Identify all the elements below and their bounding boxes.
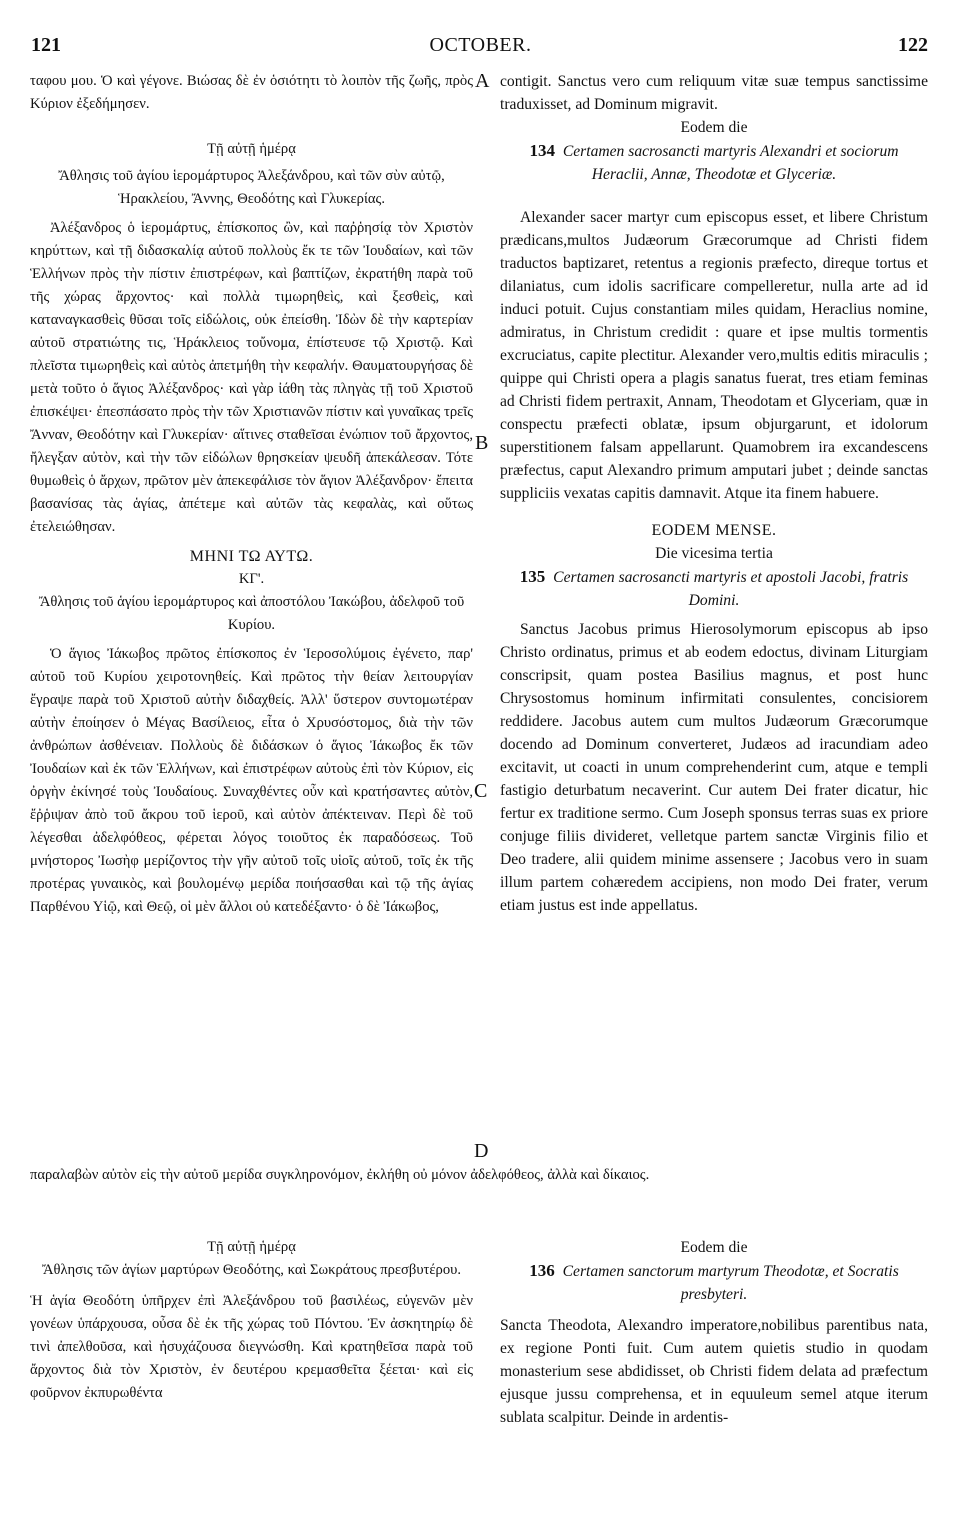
latin-lower-column — [500, 1236, 928, 1429]
entry-number-136: 136 — [529, 1261, 555, 1280]
greek-intro: ταφου μου. Ὁ καὶ γέγονε. Βιώσας δὲ ἐν ὁσιότητι τὸ λοιπὸν τῆς ζωῆς, πρὸς Κύριον ἐξεδήμησεν. — [30, 73, 473, 112]
latin-title-135-block — [500, 565, 928, 612]
latin-column — [500, 70, 928, 917]
greek-text-135-continued: παραλαβὼν αὐτὸν εἰς τὴν αὐτοῦ μερίδα συγκληρονόμον, ἐκλήθη οὐ μόνον ἀδελφόθεος, ἀλλὰ καὶ δίκαιος. — [30, 1167, 650, 1183]
greek-text-136: Ἡ ἁγία Θεοδότη ὑπῆρχεν ἐπὶ Ἀλεξάνδρου τοῦ βασιλέως, εὐγενῶν μὲν γονέων ὑπάρχουσα, οὖσα δὲ ἐκ τῆς χώρας τοῦ Πόντου. Ἐν ἀσκητηρίῳ δὲ τινὶ ἀπελθοῦσα, καὶ ἡσυχάζουσα διεγνώσθη. Καὶ κρατηθεῖσα παρὰ τοῦ ἄρχοντος διὰ τὸν Χριστὸν, ἐν δευτέρου κρεμασθεῖτα ξέεται· καὶ εἰς φοῦρνον ἐκπυρωθέντα — [30, 1293, 473, 1401]
greek-day-23: ΚΓ'. — [238, 571, 265, 587]
margin-letter-a: A — [475, 70, 490, 92]
greek-month-heading: ΜΗΝΙ ΤΩ ΑΥΤΩ. — [189, 548, 314, 565]
latin-month-heading: EODEM MENSE. — [651, 522, 777, 539]
latin-day-heading-1: Eodem die — [680, 119, 748, 136]
greek-column — [30, 70, 473, 919]
latin-title-135: Certamen sacrosancti martyris et apostoli Jacobi, fratris Domini. — [553, 569, 909, 609]
running-title: OCTOBER. — [429, 34, 532, 56]
greek-continuation — [30, 1164, 928, 1187]
latin-text-136: Sancta Theodota, Alexandro imperatore,nobilibus parentibus nata, ex regione Ponti fuit. Cum autem quietis studio in quodam monasterium sese abdidisset, ob Christi fidem delata ad præfectum ejusque jussu comprehensa, et in equuleum semel atque iterum sublata scalpitur. Deinde in ardentis- — [500, 1317, 928, 1426]
greek-day-heading-1: Τῇ αὐτῇ ἡμέρᾳ — [207, 141, 296, 157]
greek-day-heading-2: Τῇ αὐτῇ ἡμέρᾳ — [207, 1239, 296, 1255]
greek-text-135: Ὁ ἅγιος Ἰάκωβος πρῶτος ἐπίσκοπος ἐν Ἱεροσολύμοις ἐγένετο, παρ' αὐτοῦ τοῦ Κυρίου χειροτονηθείς. Καὶ πρῶτος τὴν θείαν λειτουργίαν ἔγραψε παρὰ τοῦ Χριστοῦ αὐτὴν διδαχθείς. Ἀλλ' ὕστερον συντομωτέραν αὐτὴν ἐποίησεν ὁ Μέγας Βασίλειος, εἶτα ὁ Χρυσόστομος, διὰ τὴν τῶν ἀνθρώπων ἀσθένειαν. Πολλοὺς δὲ διδάσκων ὁ ἅγιος Ἰάκωβος ἔκ τῶν Ἰουδαίων καὶ ἐκ τῶν Ἑλλήνων, καὶ ἐπιστρέφων αὐτοὺς ἐπὶ τὸν Κύριον, εἰς ὀργὴν ἐκίνησέ τοὺς Ἰουδαίους. Συναχθέντες οὖν καὶ κρατήσαντες αὐτὸν, ἔῤῥιψαν ἀπὸ τοῦ ἄκρου τοῦ ἱεροῦ, καὶ αὐτὸν ἀπέκτειναν. Περὶ δὲ τοῦ λέγεσθαι ἀδελφόθεος, φέρεται λόγος τοιοῦτος ἐκ παραδόσεως. Τοῦ μνήστορος Ἰωσὴφ μερίζοντος τὴν γῆν αὐτοῦ τοῖς υἱοῖς αὐτοῦ, τοῖς ἐκ τῆς προτέρας γυναικὸς, καὶ βουλομένῳ μερίδα ποιήσασθαι καὶ τῷ τῆς ἁγίας Παρθένου Υἱῷ, καὶ Θεῷ, οἱ μὲν ἄλλοι οὐ κατεδέξαντο· ὁ δὲ Ἰάκωβος, — [30, 646, 473, 915]
latin-title-134-block — [500, 139, 928, 186]
latin-title-136-block — [500, 1259, 928, 1306]
entry-number-135: 135 — [519, 567, 546, 586]
greek-lower-column — [30, 1236, 473, 1405]
latin-intro: contigit. Sanctus vero cum reliquum vitæ suæ tempus sanctissime traduxisset, ad Dominum migravit. — [500, 73, 928, 113]
greek-title-135: Ἄθλησις τοῦ ἁγίου ἱερομάρτυρος καὶ ἀποστόλου Ἰακώβου, ἀδελφοῦ τοῦ Κυρίου. — [38, 594, 465, 633]
margin-letter-d: D — [474, 1140, 489, 1162]
page-number-right: 122 — [898, 34, 928, 56]
page-header — [0, 34, 961, 64]
latin-day-23: Die vicesima tertia — [655, 545, 773, 562]
margin-letter-b: B — [475, 432, 489, 454]
page-number-left: 121 — [31, 34, 61, 56]
latin-text-134: Alexander sacer martyr cum episcopus esset, et libere Christum prædicans,multos Judæorum Græcorumque ad Christi fidem traductos baptizaret, retentus a regionis præfecto, direque tortus et dilaniatus, cum idolis sacrificare compelleretur, nulla arte ad id induci potuit. Cujus constantiam miles quidam, Heraclius nomine, admiratus, in Christum credidit : quare et ipse multis tormentis excruciatus, capite plectitur. Alexander vero,multis editis miraculis ; quippe qui Christi opera a plagis sanatus fuerat, tres etiam feminas ad Christi fidem pertraxit, Annam, Theodotam et Glyceriam, quæ in conspectu præfecti oblatæ, ipsum objurgarunt, et idolorum superstitionem falsam appellarunt. Quamobrem ira excandescens præfectus, caput Alexandro primum amputari jubet ; deinde sanctas suppliciis vexatas capitis damnavit. Atque ita finem habuere. — [500, 209, 928, 502]
greek-text-134: Ἀλέξανδρος ὁ ἱερομάρτυς, ἐπίσκοπος ὢν, καὶ παῤῥησίᾳ τὸν Χριστὸν κηρύττων, καὶ τῇ διδασκαλίᾳ αὐτοῦ πολλοὺς ἔκ τε τῶν Ἰουδαίων, καὶ τῶν Ἑλλήνων πρὸς τὴν πίστιν ἐπιστρέφων, καὶ βαπτίζων, ἐκρατήθη παρὰ τοῦ τῆς χώρας ἄρχοντος· καὶ πολλὰ τιμωρηθεὶς, καὶ ξεσθεὶς, καὶ καταναγκασθεὶς θῦσαι τοῖς εἰδώλοις, οὐκ ἐπείσθη. Ἰδὼν δὲ τὴν καρτερίαν αὐτοῦ στρατιώτης τις, Ἡράκλειος τοὔνομα, ἐπίστευσε τῷ Χριστῷ. Καὶ πλεῖστα τιμωρηθεὶς καὶ αὐτὸς ἀπετμήθη τὴν κεφαλήν. Θαυματουργήσας δὲ μετὰ τοῦτο ὁ ἅγιος Ἀλέξανδρος· καὶ γὰρ ἰάθη τὰς πληγὰς τῇ τοῦ Χριστοῦ ἐπισκέψει· ἐπεσπάσατο πρὸς τὴν τῶν Χριστιανῶν πίστιν καὶ γυναῖκας τρεῖς Ἄνναν, Θεοδότην καὶ Γλυκερίαν· αἵτινες σταθεῖσαι ἐνώπιον τοῦ ἄρχοντος, ἤλεγξαν αὐτὸν, καὶ τὴν τῶν εἰδώλων θρησκείαν ψευδῆ ἀπεκάλεσαν. Τότε θυμωθεὶς ὁ ἄρχων, πρῶτον μὲν ἀπεκεφάλισε τὸν ἅγιον Ἀλέξανδρον· ἔπειτα βασανίσας τὰς ἁγίας, ἀπέτεμε καὶ αὐτῶν τὰς κεφαλὰς, καὶ οὕτως ἐτελειώθησαν. — [30, 220, 473, 535]
latin-title-136: Certamen sanctorum martyrum Theodotæ, et Socratis presbyteri. — [562, 1263, 899, 1303]
entry-number-134: 134 — [529, 141, 555, 160]
latin-title-134: Certamen sacrosancti martyris Alexandri et sociorum Heraclii, Annæ, Theodotæ et Glyceriæ. — [562, 143, 899, 183]
greek-title-134: Ἄθλησις τοῦ ἁγίου ἱερομάρτυρος Ἀλεξάνδρου, καὶ τῶν σὺν αὐτῷ, Ἡρακλείου, Ἄννης, Θεοδότης καὶ Γλυκερίας. — [58, 168, 445, 207]
margin-letter-c: C — [474, 780, 488, 802]
latin-day-heading-2: Eodem die — [680, 1239, 748, 1256]
latin-text-135: Sanctus Jacobus primus Hierosolymorum episcopus ab ipso Christo ordinatus, primus et ab eodem edoctus, divinam Liturgiam conscripsit, quam postea Basilius magnus, et post hunc Chrysostomus hominum infirmitati consulentes, concisiorem reddidere. Jacobus autem cum multos Judæorum Græcorumque docendo ad Dominum converteret, Judæos ad iracundiam adeo excitavit, ut coacti in unum comprehenderint cum, atque e templi fastigio deturbatum necaverint. Cur autem Dei frater dicatur, hic fertur ex traditione sermo. Cum Joseph sponsus terras suas ex priore conjuge filiis divideret, velletque partem sanctæ Virginis filio et Deo tradere, alii quidem minime assensere ; Jacobus vero in suam illum partem cohæredem accipiens, non modo Dei frater, verum etiam justus est inde appellatus. — [500, 621, 928, 914]
greek-title-136: Ἄθλησις τῶν ἁγίων μαρτύρων Θεοδότης, καὶ Σωκράτους πρεσβυτέρου. — [41, 1262, 461, 1278]
